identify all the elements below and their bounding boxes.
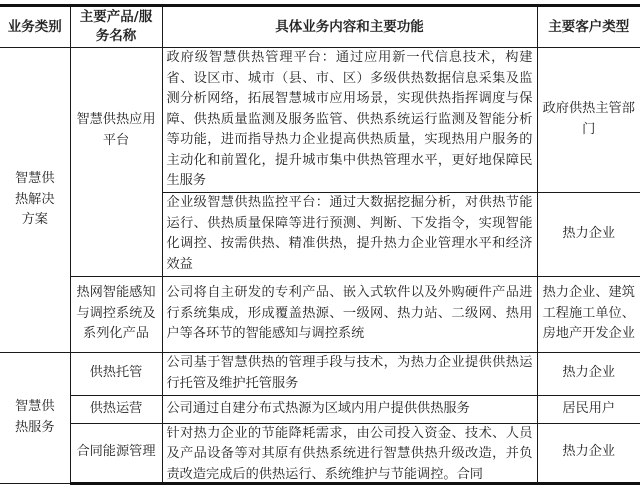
- product-cell: 热网智能感知与调控系统及系列化产品: [70, 276, 162, 352]
- description-cell: 公司通过自建分布式热源为区域内用户提供供热服务: [162, 395, 537, 423]
- description-cell: 企业级智慧供热监控平台：通过大数据挖掘分析，对供热节能运行、供热质量保障等进行预测、判断、下发指令，实现智能化调控、按需供热、精准供热，提升热力企业管理水平和经济效益: [162, 192, 537, 276]
- customer-cell: 热力企业: [537, 192, 640, 276]
- table-row: [0, 423, 640, 483]
- description-cell: 公司将自主研发的专利产品、嵌入式软件以及外购硬件产品进行系统集成，形成覆盖热源、一级网、热力站、二级网、热用户等各环节的智能感知与调控系统: [162, 276, 537, 352]
- description-text: 针对热力企业的节能降耗需求，由公司投入资金、技术、人员及产品设备等对其原有供热系统进行智慧供热升级改造，并负责改造完成后的供热运行、系统维护与节能调控。合同: [166, 425, 533, 482]
- product-cell: 合同能源管理: [70, 423, 162, 483]
- category-label: 智慧供热服务: [14, 399, 55, 435]
- customer-cell: 热力企业: [537, 352, 640, 395]
- customer-cell: 热力企业、建筑工程施工单位、房地产开发企业: [537, 276, 640, 352]
- customer-cell: 热力企业: [537, 423, 640, 483]
- header-row: [0, 6, 640, 48]
- description-cell: [162, 423, 537, 483]
- description-cell: 公司基于智慧供热的管理手段与技术，为热力企业提供供热运行托管及维护托管服务: [162, 352, 537, 395]
- table-row: [0, 352, 640, 395]
- category-cell: [0, 48, 70, 353]
- product-cell: 智慧供热应用平台: [70, 48, 162, 277]
- header-customer: 主要客户类型: [537, 6, 640, 48]
- description-cell: 政府级智慧供热管理平台：通过应用新一代信息技术，构建省、设区市、城市（县、市、区）多级供热数据信息采集及监测分析网络，拓展智慧城市应用场景，实现供热指挥调度与保障、供热质量监测及服务监管、供热系统运行监测及智能分析等功能，进而指导热力企业提高供热质量，实现热用户服务的主动化和前置化，提升城市集中供热管理水平，更好地保障民生服务: [162, 48, 537, 193]
- product-cell: 供热托管: [70, 352, 162, 395]
- category-label: 智慧供热解决方案: [14, 171, 55, 227]
- header-product: 主要产品/服务名称: [70, 6, 162, 48]
- customer-cell: 居民用户: [537, 395, 640, 423]
- table-row: [0, 48, 640, 193]
- header-category: 业务类别: [0, 6, 70, 48]
- header-description: 具体业务内容和主要功能: [162, 6, 537, 48]
- product-cell: 供热运营: [70, 395, 162, 423]
- table-row: [0, 395, 640, 423]
- category-cell: [0, 352, 70, 483]
- table-row: [0, 276, 640, 352]
- business-table: [0, 4, 640, 485]
- customer-cell: 政府供热主管部门: [537, 48, 640, 193]
